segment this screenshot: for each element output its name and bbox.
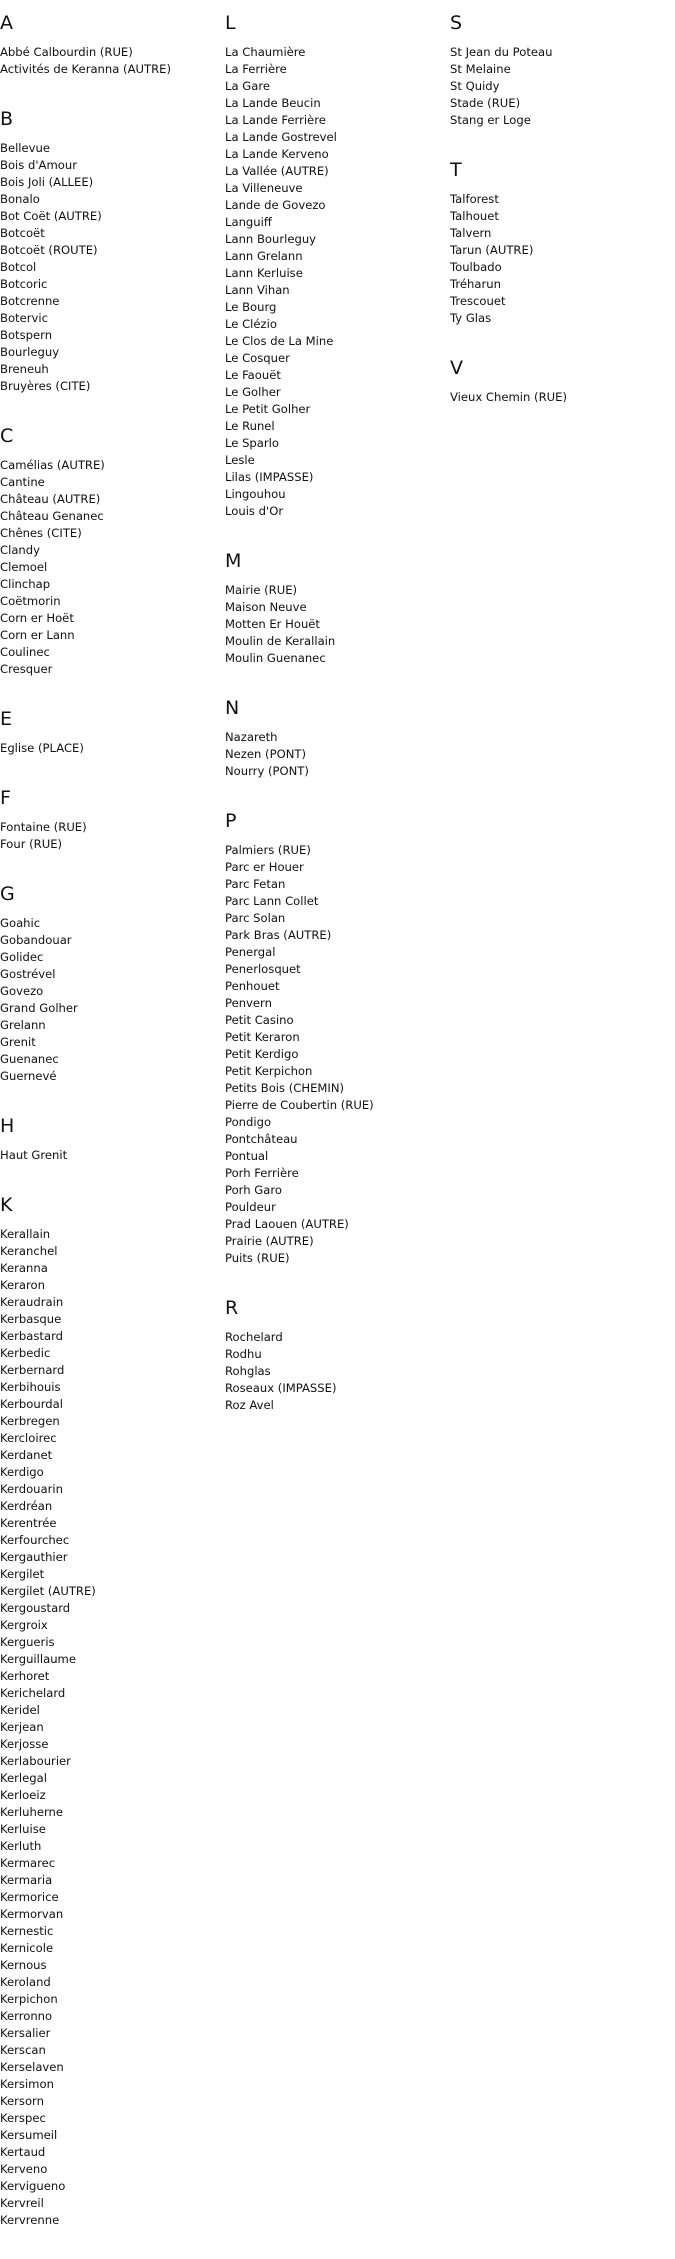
street-link[interactable]: Gobandouar [0,933,72,947]
street-link[interactable]: Penhouet [225,979,280,993]
street-link[interactable]: St Jean du Poteau [450,45,553,59]
street-link[interactable]: Abbé Calbourdin (RUE) [0,45,133,59]
street-list [450,191,670,327]
street-link[interactable]: Palmiers (RUE) [225,843,311,857]
street-link[interactable]: Gostrével [0,967,56,981]
street-link[interactable]: Penvern [225,996,272,1010]
street-link[interactable]: Lingouhou [225,487,286,501]
street-link[interactable]: Kerloeiz [0,1788,46,1802]
street-link[interactable]: Tréharun [450,277,501,291]
street-link[interactable]: Goahic [0,916,41,930]
street-link[interactable]: Parc Solan [225,911,286,925]
street-list [0,740,220,757]
letter-section [0,787,220,853]
street-link[interactable]: Camélias (AUTRE) [0,458,105,472]
street-link[interactable]: Park Bras (AUTRE) [225,928,332,942]
street-link[interactable]: Kergilet (AUTRE) [0,1584,96,1598]
street-link[interactable]: Grand Golher [0,1001,78,1015]
street-link[interactable]: Keraron [0,1278,45,1292]
street-list [0,1226,220,2229]
street-link[interactable]: Bois Joli (ALLEE) [0,175,94,189]
street-link[interactable]: Kerbihouis [0,1380,61,1394]
street-link[interactable]: Rochelard [225,1330,283,1344]
street-link[interactable]: Lann Bourleguy [225,232,317,246]
index-column-1 [0,12,220,2259]
letter-section [0,425,220,678]
street-link[interactable]: Lann Grelann [225,249,303,263]
street-link[interactable]: Kerronno [0,2009,53,2023]
letter-heading: S [450,12,463,34]
letter-heading: B [0,108,14,130]
street-link[interactable]: Kergilet [0,1567,45,1581]
street-link[interactable]: Keranchel [0,1244,58,1258]
street-link[interactable]: Bruyères (CITE) [0,379,91,393]
street-link[interactable]: Moulin Guenanec [225,651,326,665]
street-list [225,842,445,1267]
street-link[interactable]: Coëtmorin [0,594,61,608]
street-list [450,389,670,406]
street-link[interactable]: Botcoët (ROUTE) [0,243,98,257]
street-link[interactable]: La Gare [225,79,270,93]
street-link[interactable]: Kerentrée [0,1516,57,1530]
street-link[interactable]: Kergauthier [0,1550,68,1564]
street-link[interactable]: Clemoel [0,560,48,574]
street-link[interactable]: Lann Vihan [225,283,290,297]
street-link[interactable]: Moulin de Kerallain [225,634,336,648]
street-list [0,44,220,78]
street-link[interactable]: Talforest [450,192,499,206]
street-link[interactable]: Kersorn [0,2094,44,2108]
street-link[interactable]: Toulbado [450,260,502,274]
street-link[interactable]: Kerbregen [0,1414,60,1428]
street-link[interactable]: Bonalo [0,192,40,206]
street-link[interactable]: Rohglas [225,1364,271,1378]
street-link[interactable]: Chênes (CITE) [0,526,82,540]
street-link[interactable]: Bot Coët (AUTRE) [0,209,102,223]
letter-section [450,357,670,406]
letter-heading: A [0,12,13,34]
street-link[interactable]: Kergoustard [0,1601,71,1615]
street-link[interactable]: Porh Garo [225,1183,282,1197]
letter-section [0,883,220,1085]
street-link[interactable]: Le Cosquer [225,351,290,365]
street-link[interactable]: Roz Avel [225,1398,274,1412]
street-link[interactable]: Mairie (RUE) [225,583,298,597]
letter-heading: V [450,357,463,379]
letter-section [225,697,445,780]
street-link[interactable]: Porh Ferrière [225,1166,299,1180]
street-link[interactable]: Kerichelard [0,1686,66,1700]
street-link[interactable]: Puits (RUE) [225,1251,290,1265]
street-link[interactable]: Kerpichon [0,1992,58,2006]
street-link[interactable]: St Melaine [450,62,511,76]
street-link[interactable]: Activités de Keranna (AUTRE) [0,62,171,76]
street-link[interactable]: Kervreil [0,2196,44,2210]
street-link[interactable]: Fontaine (RUE) [0,820,87,834]
street-link[interactable]: Kermorice [0,1890,59,1904]
letter-section [225,810,445,1267]
street-link[interactable]: Guenanec [0,1052,59,1066]
street-link[interactable]: Botcoric [0,277,48,291]
street-link[interactable]: Lesle [225,453,255,467]
street-link[interactable]: Roseaux (IMPASSE) [225,1381,337,1395]
street-link[interactable]: Kerdouarin [0,1482,63,1496]
street-link[interactable]: Nazareth [225,730,278,744]
street-list [225,1329,445,1414]
street-link[interactable]: Le Golher [225,385,281,399]
street-link[interactable]: Kerdréan [0,1499,53,1513]
street-link[interactable]: La Ferrière [225,62,287,76]
street-link[interactable]: Kersimon [0,2077,54,2091]
street-list [0,915,220,1085]
street-link[interactable]: Le Petit Golher [225,402,311,416]
letter-heading: G [0,883,15,905]
street-link[interactable]: Kersumeil [0,2128,58,2142]
street-link[interactable]: Rodhu [225,1347,262,1361]
street-link[interactable]: Kermarec [0,1856,56,1870]
street-link[interactable]: Penergal [225,945,276,959]
street-link[interactable]: Kernous [0,1958,47,1972]
street-link[interactable]: Kernestic [0,1924,54,1938]
street-link[interactable]: Parc er Houer [225,860,304,874]
street-link[interactable]: Parc Lann Collet [225,894,319,908]
street-link[interactable]: Prad Laouen (AUTRE) [225,1217,349,1231]
street-link[interactable]: Le Sparlo [225,436,279,450]
letter-section [450,12,670,129]
street-link[interactable]: Kernicole [0,1941,54,1955]
letter-section [225,12,445,520]
street-link[interactable]: Le Runel [225,419,275,433]
street-link[interactable]: Corn er Hoët [0,611,74,625]
street-list [0,140,220,395]
street-link[interactable]: Pontual [225,1149,269,1163]
street-link[interactable]: Haut Grenit [0,1148,68,1162]
street-link[interactable]: Breneuh [0,362,49,376]
letter-heading: P [225,810,237,832]
street-link[interactable]: Lande de Govezo [225,198,326,212]
street-link[interactable]: Kerluth [0,1839,42,1853]
street-link[interactable]: Golidec [0,950,44,964]
letter-section [0,708,220,757]
street-link[interactable]: Corn er Lann [0,628,75,642]
letter-heading: C [0,425,14,447]
street-link[interactable]: Kerlegal [0,1771,47,1785]
street-link[interactable]: Ty Glas [450,311,492,325]
street-link[interactable]: Petit Kerpichon [225,1064,313,1078]
street-list [225,729,445,780]
street-link[interactable]: Le Clézio [225,317,277,331]
street-link[interactable]: Petit Casino [225,1013,294,1027]
street-link[interactable]: Bois d'Amour [0,158,77,172]
street-link[interactable]: Clinchap [0,577,51,591]
street-link[interactable]: Kerfourchec [0,1533,70,1547]
street-link[interactable]: Talvern [450,226,492,240]
street-link[interactable]: Cantine [0,475,45,489]
street-link[interactable]: La Lande Gostrevel [225,130,337,144]
street-link[interactable]: La Villeneuve [225,181,303,195]
street-link[interactable]: Pouldeur [225,1200,276,1214]
street-list [0,1147,220,1164]
street-link[interactable]: La Vallée (AUTRE) [225,164,329,178]
street-link[interactable]: Kerluise [0,1822,46,1836]
letter-heading: N [225,697,240,719]
street-link[interactable]: Petit Kerdigo [225,1047,299,1061]
letter-heading: R [225,1297,239,1319]
street-link[interactable]: Kerselaven [0,2060,64,2074]
street-link[interactable]: Four (RUE) [0,837,63,851]
street-link[interactable]: Kerbernard [0,1363,65,1377]
street-link[interactable]: Kercloirec [0,1431,57,1445]
street-link[interactable]: Kertaud [0,2145,46,2159]
street-link[interactable]: Prairie (AUTRE) [225,1234,314,1248]
street-link[interactable]: Keranna [0,1261,48,1275]
street-link[interactable]: Petit Keraron [225,1030,300,1044]
street-link[interactable]: Pondigo [225,1115,272,1129]
street-link[interactable]: Kersalier [0,2026,51,2040]
street-link[interactable]: Govezo [0,984,44,998]
street-list [225,582,445,667]
letter-section [0,12,220,78]
street-link[interactable]: Kermaria [0,1873,53,1887]
street-link[interactable]: Kerbasque [0,1312,62,1326]
street-link[interactable]: La Lande Ferrière [225,113,326,127]
street-link[interactable]: Keroland [0,1975,51,1989]
street-link[interactable]: Pontchâteau [225,1132,298,1146]
street-link[interactable]: La Lande Kerveno [225,147,329,161]
letter-section [225,550,445,667]
street-link[interactable]: Château (AUTRE) [0,492,101,506]
street-link[interactable]: Grenit [0,1035,36,1049]
index-column-3 [450,12,670,436]
street-link[interactable]: Kerspec [0,2111,46,2125]
street-link[interactable]: Cresquer [0,662,53,676]
street-link[interactable]: Pierre de Coubertin (RUE) [225,1098,374,1112]
street-link[interactable]: Kergroix [0,1618,48,1632]
street-link[interactable]: Trescouet [450,294,506,308]
street-link[interactable]: Kermorvan [0,1907,64,1921]
street-link[interactable]: Stade (RUE) [450,96,521,110]
street-link[interactable]: Kerbedic [0,1346,51,1360]
street-link[interactable]: Botcrenne [0,294,60,308]
street-link[interactable]: La Lande Beucin [225,96,321,110]
street-link[interactable]: Le Bourg [225,300,277,314]
street-link[interactable]: Bellevue [0,141,51,155]
street-list [0,457,220,678]
street-link[interactable]: Nezen (PONT) [225,747,306,761]
street-link[interactable]: Kerlabourier [0,1754,71,1768]
street-link[interactable]: St Quidy [450,79,500,93]
street-link[interactable]: Louis d'Or [225,504,284,518]
street-link[interactable]: Kerjosse [0,1737,49,1751]
letter-heading: L [225,12,236,34]
street-link[interactable]: Stang er Loge [450,113,531,127]
street-link[interactable]: Kerveno [0,2162,48,2176]
street-link[interactable]: Kerjean [0,1720,44,1734]
street-link[interactable]: Nourry (PONT) [225,764,309,778]
street-link[interactable]: Penerlosquet [225,962,301,976]
street-link[interactable]: Coulinec [0,645,50,659]
letter-section [0,1194,220,2229]
street-link[interactable]: Kerbastard [0,1329,64,1343]
street-link[interactable]: Le Faouët [225,368,281,382]
street-link[interactable]: La Chaumière [225,45,306,59]
street-link[interactable]: Botervic [0,311,48,325]
letter-section [0,1115,220,1164]
street-link[interactable]: Kervigueno [0,2179,66,2193]
letter-heading: M [225,550,242,572]
street-link[interactable]: Clandy [0,543,40,557]
street-link[interactable]: Bourleguy [0,345,60,359]
letter-heading: F [0,787,11,809]
letter-heading: H [0,1115,15,1137]
street-link[interactable]: Petits Bois (CHEMIN) [225,1081,345,1095]
street-link[interactable]: Kerbourdal [0,1397,63,1411]
street-link[interactable]: Motten Er Houët [225,617,320,631]
letter-section [0,108,220,395]
street-link[interactable]: Botcol [0,260,37,274]
street-link[interactable]: Botcoët [0,226,45,240]
street-link[interactable]: Lann Kerluise [225,266,303,280]
street-link[interactable]: Kergueris [0,1635,55,1649]
street-link[interactable]: Maison Neuve [225,600,307,614]
street-link[interactable]: Tarun (AUTRE) [450,243,534,257]
letter-section [225,1297,445,1414]
street-link[interactable]: Guernevé [0,1069,57,1083]
street-link[interactable]: Kerluherne [0,1805,64,1819]
street-list [225,44,445,520]
street-link[interactable]: Vieux Chemin (RUE) [450,390,567,404]
street-link[interactable]: Kervrenne [0,2213,60,2227]
street-link[interactable]: Kerdigo [0,1465,44,1479]
street-link[interactable]: Kerguillaume [0,1652,76,1666]
street-link[interactable]: Keraudrain [0,1295,64,1309]
street-link[interactable]: Botspern [0,328,53,342]
index-column-2 [225,12,445,1444]
letter-heading: T [450,159,462,181]
street-link[interactable]: Lilas (IMPASSE) [225,470,314,484]
street-link[interactable]: Château Genanec [0,509,104,523]
street-link[interactable]: Languiff [225,215,272,229]
street-link[interactable]: Grelann [0,1018,46,1032]
street-link[interactable]: Parc Fetan [225,877,286,891]
street-list [450,44,670,129]
street-link[interactable]: Le Clos de La Mine [225,334,334,348]
street-link[interactable]: Keridel [0,1703,40,1717]
letter-section [450,159,670,327]
street-list [0,819,220,853]
letter-heading: K [0,1194,13,1216]
street-link[interactable]: Talhouet [450,209,499,223]
street-link[interactable]: Kerdanet [0,1448,53,1462]
street-link[interactable]: Kerallain [0,1227,51,1241]
street-link[interactable]: Eglise (PLACE) [0,741,84,755]
street-link[interactable]: Kerhoret [0,1669,50,1683]
letter-heading: E [0,708,13,730]
street-link[interactable]: Kerscan [0,2043,46,2057]
